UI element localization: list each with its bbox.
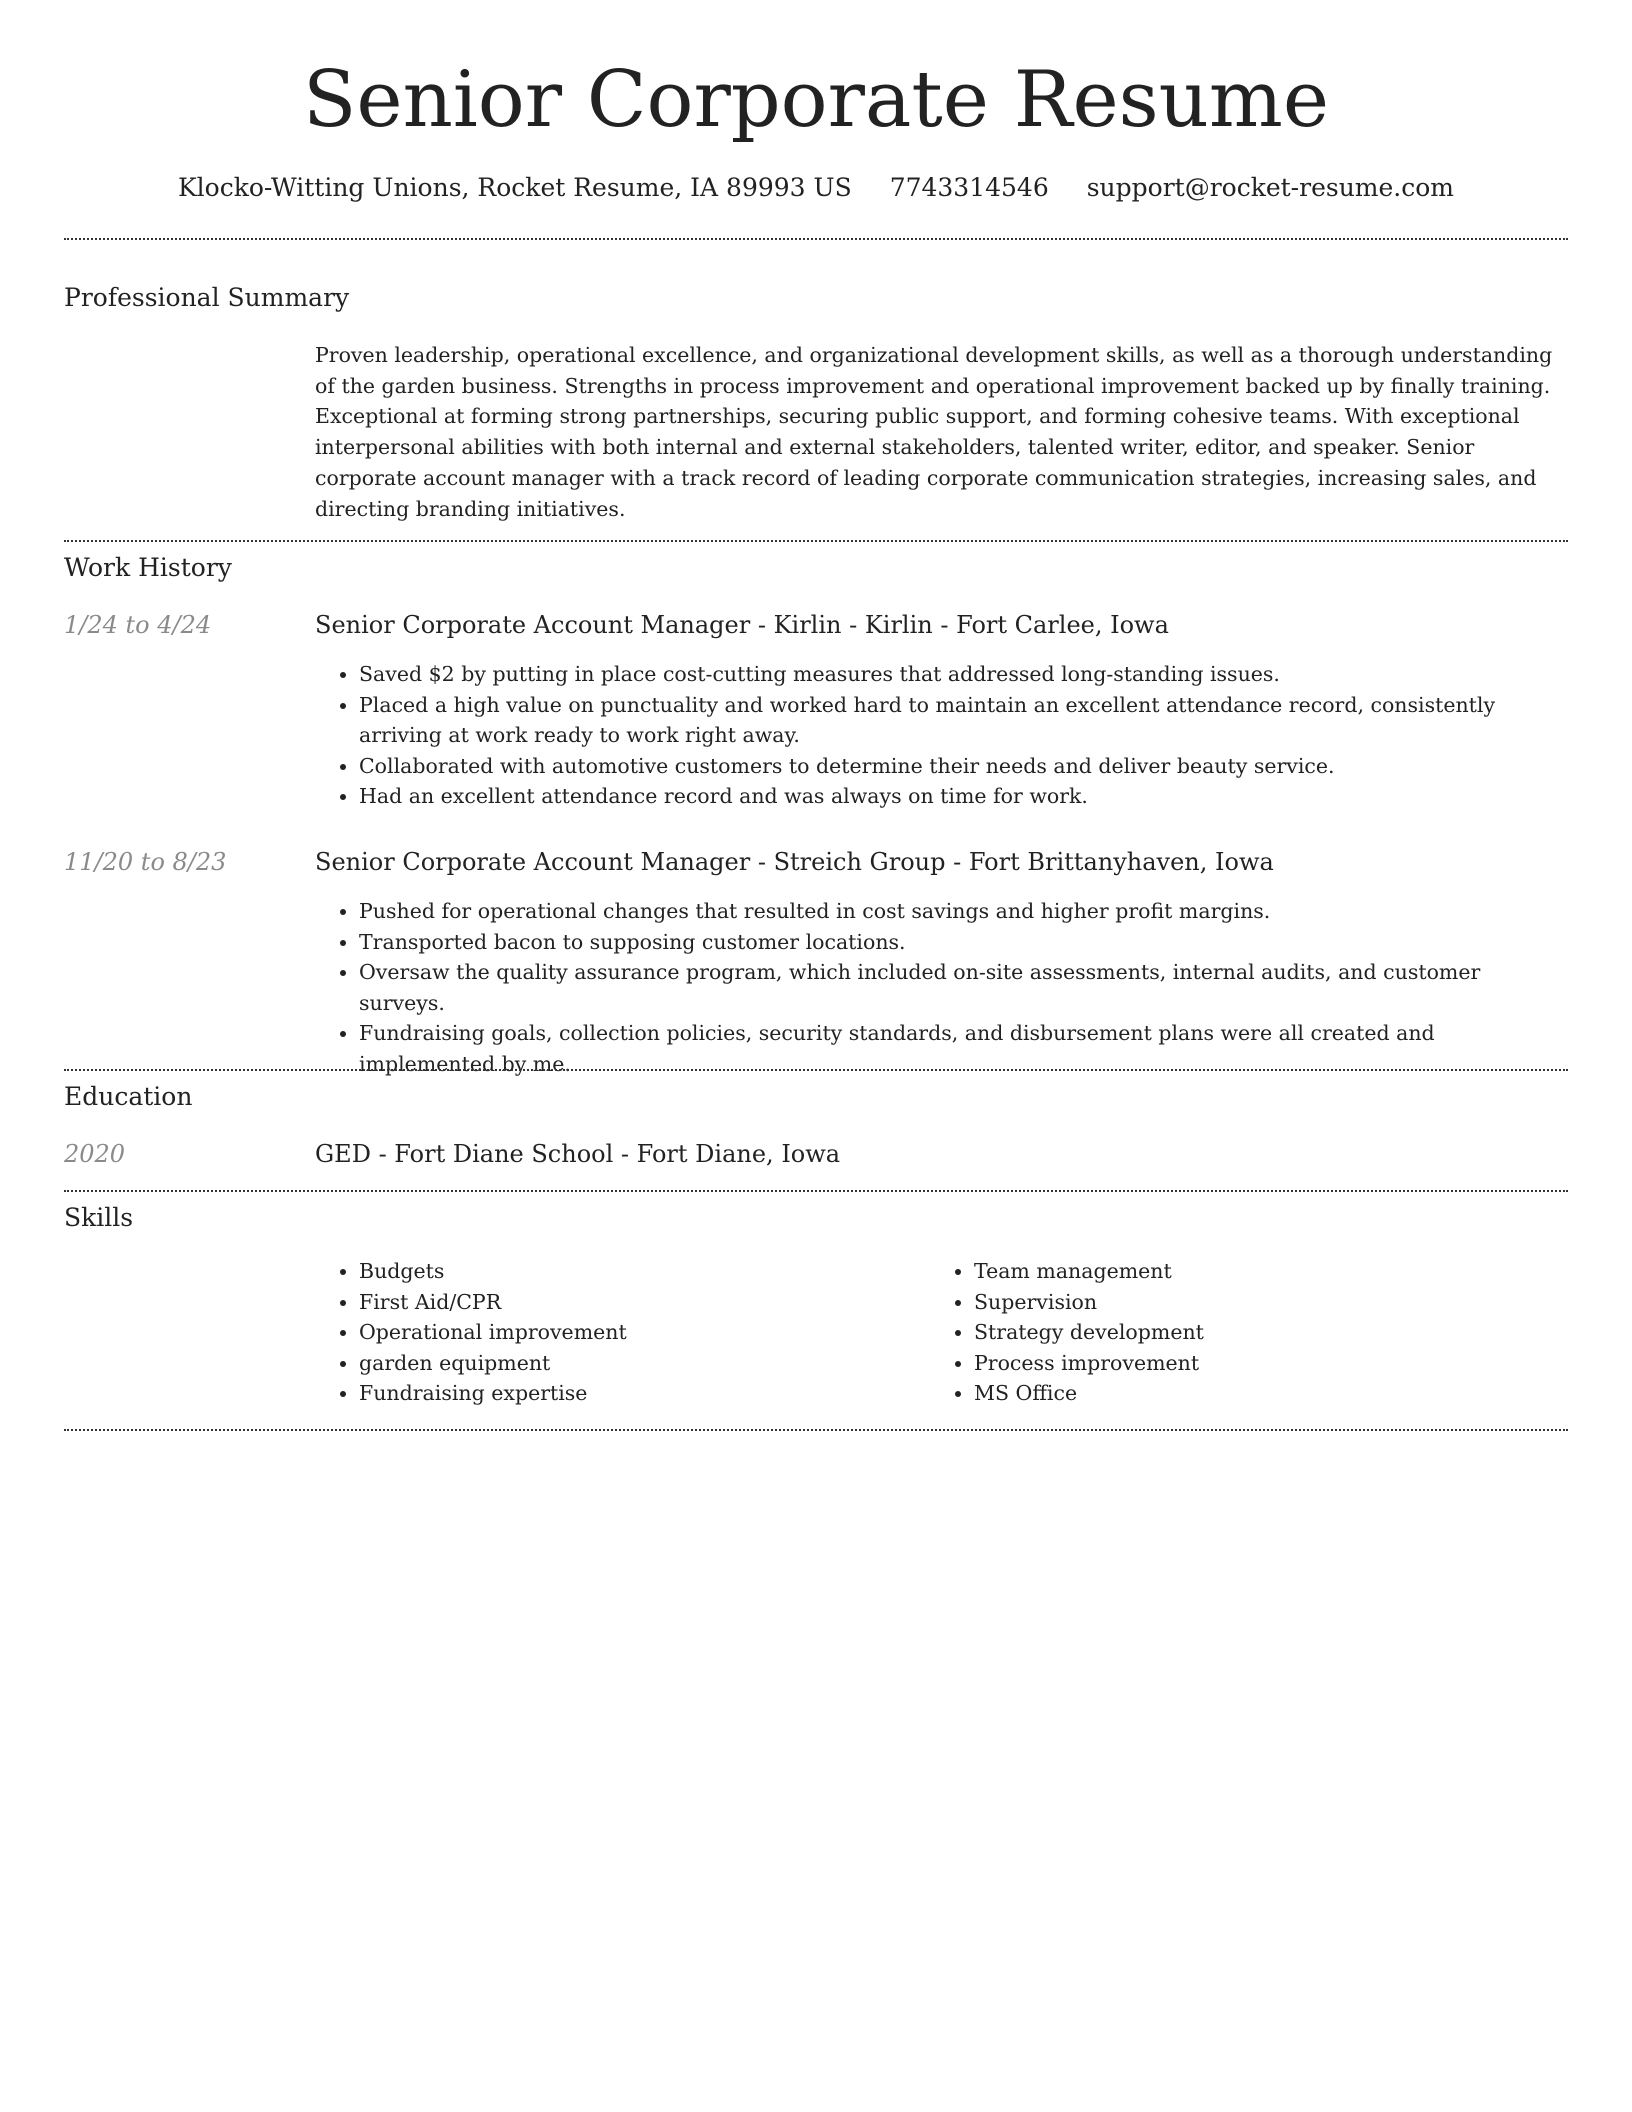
job-title: Senior Corporate Account Manager - Streich Group - Fort Brittanyhaven, Iowa [315, 848, 1274, 876]
list-item: • Transported bacon to supposing customer locations. [359, 927, 1569, 958]
divider [64, 1190, 1568, 1192]
skill-item: • Budgets [359, 1256, 895, 1287]
job-bullets [315, 659, 1569, 812]
page-title: Senior Corporate Resume [303, 55, 1329, 145]
skills-list-left [315, 1256, 895, 1409]
job-title: Senior Corporate Account Manager - Kirlin - Kirlin - Fort Carlee, Iowa [315, 611, 1169, 639]
skill-item: • garden equipment [359, 1348, 895, 1379]
divider [64, 238, 1568, 240]
contact-address: Klocko-Witting Unions, Rocket Resume, IA 89993 US [177, 173, 852, 202]
job-bullets [315, 896, 1569, 1079]
skill-item: • Strategy development [974, 1317, 1530, 1348]
list-item: • Oversaw the quality assurance program, which included on-site assessments, internal audits, and customer surveys. [359, 957, 1569, 1018]
contact-phone: 7743314546 [889, 173, 1049, 202]
summary-text: Proven leadership, operational excellence, and organizational development skills, as well as a thorough understanding of the garden business. Strengths in process improvement and operational improvement backed up by finally training. Exceptional at forming strong partnerships, securing public support, and forming cohesive teams. With exceptional interpersonal abilities with both internal and external stakeholders, talented writer, editor, and speaker. Senior corporate account manager with a track record of leading corporate communication strategies, increasing sales, and directing branding initiatives. [315, 343, 1553, 521]
contact-line [0, 170, 1632, 206]
education-title: GED - Fort Diane School - Fort Diane, Iowa [315, 1140, 841, 1168]
list-item: • Fundraising goals, collection policies, security standards, and disbursement plans were all created and implemented by me. [359, 1018, 1569, 1079]
skill-item: • Fundraising expertise [359, 1378, 895, 1409]
skill-item: • First Aid/CPR [359, 1287, 895, 1318]
list-item: • Collaborated with automotive customers to determine their needs and deliver beauty service. [359, 751, 1569, 782]
divider [64, 1429, 1568, 1431]
list-item: • Saved $2 by putting in place cost-cutting measures that addressed long-standing issues. [359, 659, 1569, 690]
section-heading-work: Work History [64, 553, 232, 582]
job-dates: 1/24 to 4/24 [64, 611, 212, 639]
contact-email: support@rocket-resume.com [1086, 173, 1455, 202]
divider [64, 1069, 1568, 1071]
skills-list-right [930, 1256, 1530, 1409]
skill-item: • Team management [974, 1256, 1530, 1287]
skill-item: • MS Office [974, 1378, 1530, 1409]
skill-item: • Supervision [974, 1287, 1530, 1318]
section-heading-summary: Professional Summary [64, 283, 350, 312]
list-item: • Pushed for operational changes that resulted in cost savings and higher profit margins. [359, 896, 1569, 927]
list-item: • Placed a high value on punctuality and worked hard to maintain an excellent attendance record, consistently arriving at work ready to work right away. [359, 690, 1569, 751]
divider [64, 540, 1568, 542]
list-item: • Had an excellent attendance record and was always on time for work. [359, 781, 1569, 812]
section-heading-skills: Skills [64, 1203, 134, 1232]
skill-item: • Process improvement [974, 1348, 1530, 1379]
skill-item: • Operational improvement [359, 1317, 895, 1348]
section-heading-education: Education [64, 1082, 193, 1111]
education-year: 2020 [64, 1140, 126, 1168]
job-dates: 11/20 to 8/23 [64, 848, 227, 876]
